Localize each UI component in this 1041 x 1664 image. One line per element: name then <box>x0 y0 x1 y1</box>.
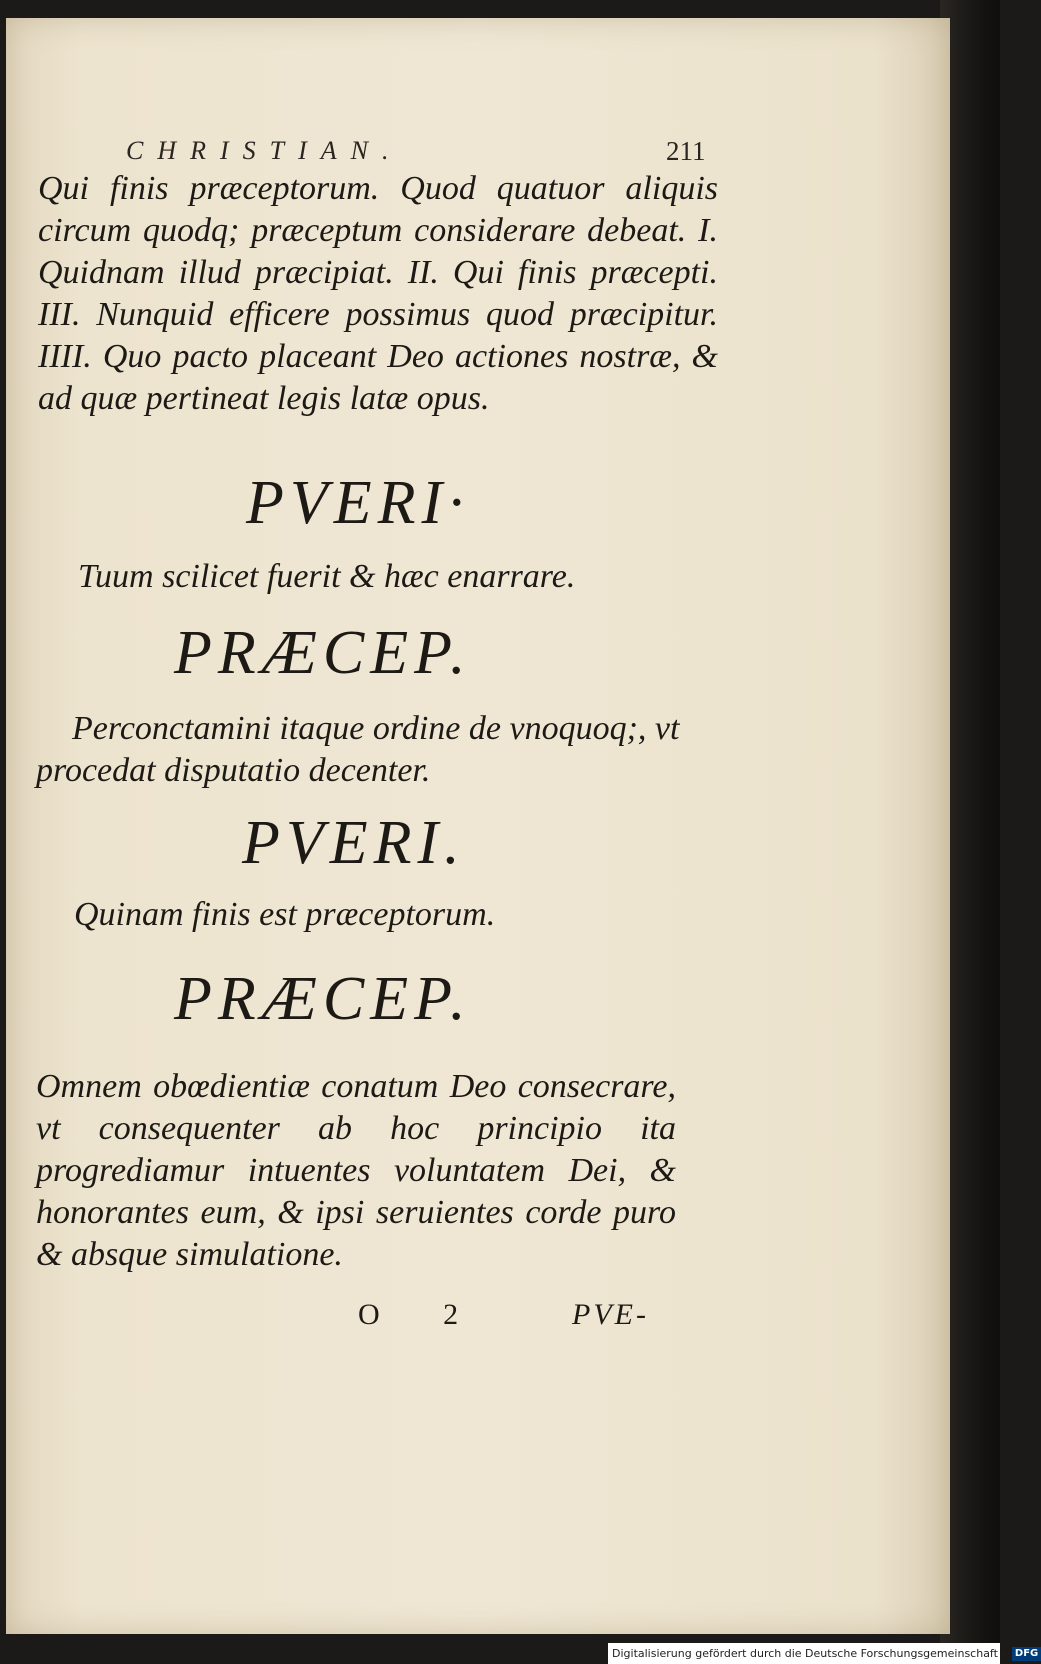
dfg-logo: DFG <box>1012 1647 1041 1661</box>
catchword: PVE- <box>572 1298 649 1331</box>
section-line-pueri-2: Quinam finis est præceptorum. <box>74 896 496 933</box>
digitization-credit <box>608 1643 1039 1664</box>
section-line-praecep-1a: Perconctamini itaque ordine de vnoquoq;, vt <box>72 710 680 747</box>
section-heading-pueri-1: PVERI· <box>246 469 470 537</box>
section-heading-praecep-2: PRÆCEP. <box>174 965 472 1033</box>
book-page <box>6 18 950 1634</box>
page-number: 211 <box>666 136 706 166</box>
section-heading-praecep-1: PRÆCEP. <box>174 619 472 687</box>
credit-text: Digitalisierung gefördert durch die Deutsche Forschungsgemeinschaft - <box>612 1647 1006 1660</box>
section-heading-pueri-2: PVERI. <box>242 809 466 877</box>
running-head: CHRISTIAN. <box>126 136 403 165</box>
final-paragraph: Omnem obœdientiæ conatum Deo consecrare, vt consequenter ab hoc principio ita progrediamur intuentes voluntatem Dei, & honorantes eum, & ipsi seruientes corde puro & absque simulatione. <box>36 1068 676 1273</box>
signature-mark: O 2 <box>358 1298 487 1331</box>
section-line-pueri-1: Tuum scilicet fuerit & hæc enarrare. <box>78 558 576 595</box>
section-line-praecep-1b: procedat disputatio decenter. <box>36 752 431 789</box>
intro-paragraph: Qui finis præceptorum. Quod quatuor aliquis circum quodq; præceptum considerare debeat. I. Quidnam illud præcipiat. II. Qui finis præcepti. III. Nunquid efficere possimus quod præcipitur. IIII. Quo pacto placeant Deo actiones nostræ, & ad quæ pertineat legis latæ opus. <box>38 170 718 417</box>
